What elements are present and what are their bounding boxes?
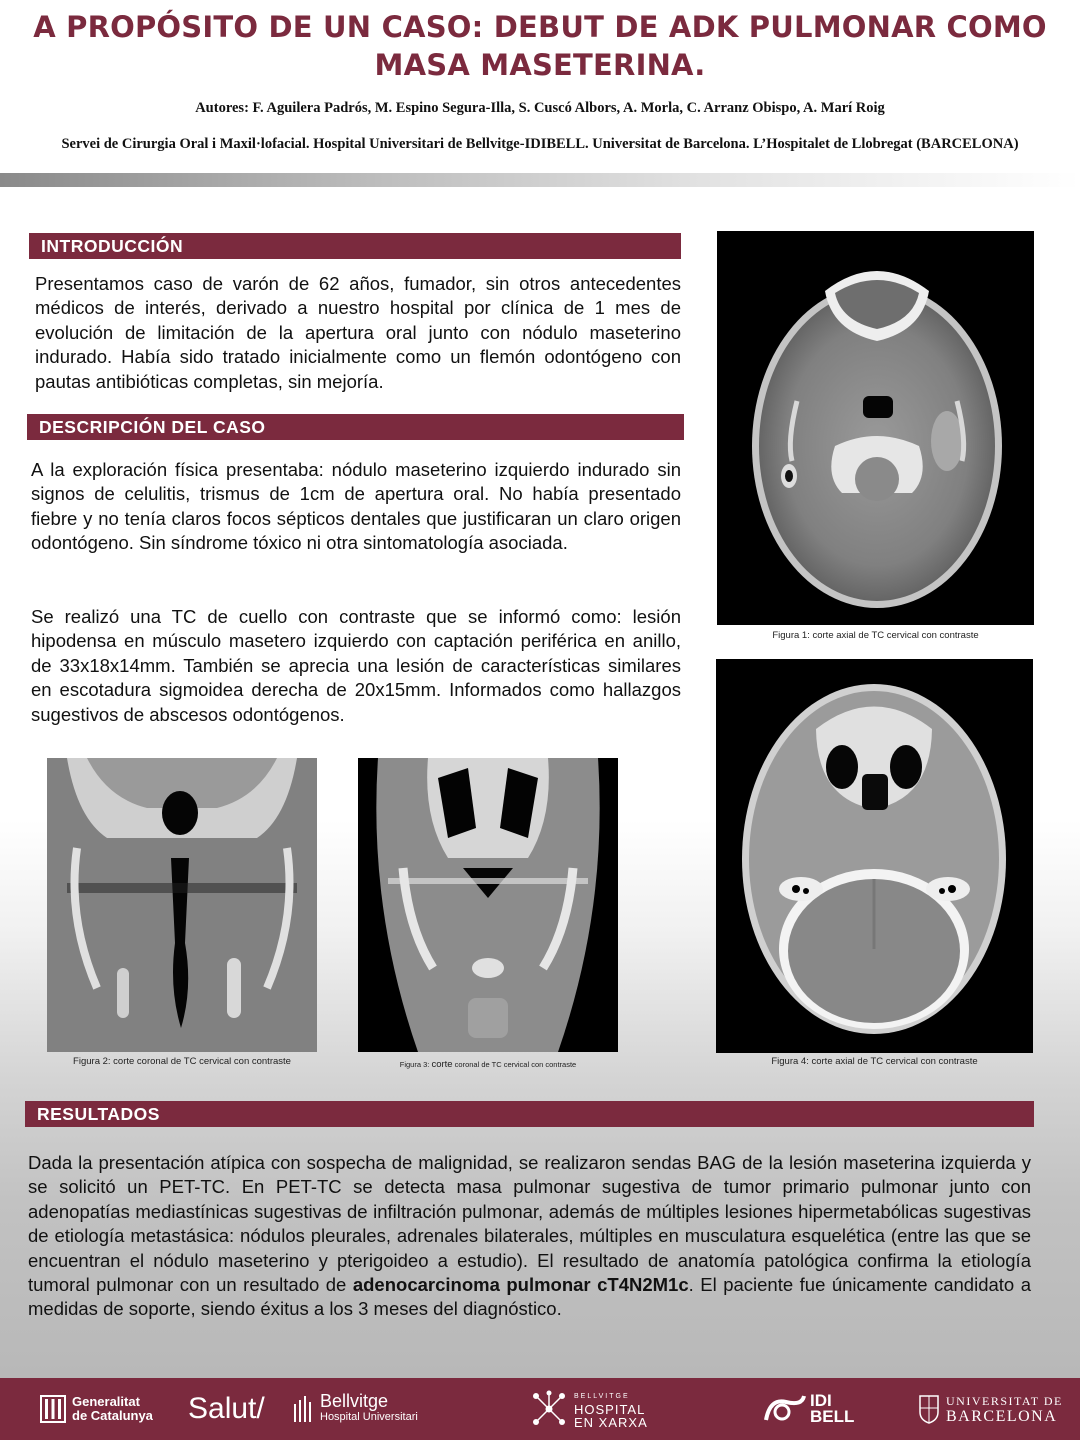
poster-title-line1: A PROPÓSITO DE UN CASO: DEBUT DE ADK PULMONAR COMO — [33, 10, 1047, 44]
figure-4-ct-axial-drawing — [716, 659, 1033, 1053]
bellvitge-line1: Bellvitge — [320, 1391, 389, 1411]
bellvitge-bars-icon — [292, 1396, 314, 1422]
logo-idibell — [762, 1378, 854, 1440]
figure-1-caption: Figura 1: corte axial de TC cervical con contraste — [772, 630, 979, 641]
logo-hospital-en-xarxa — [530, 1378, 648, 1440]
resultados-text-end: . El paciente fue únicamente candidato a medidas de soporte, siendo éxitus a los 3 meses del diagnóstico. — [28, 1274, 1031, 1320]
figure-1-ct-axial-image — [717, 231, 1034, 625]
idibell-line1: IDI — [810, 1391, 832, 1410]
xarxa-line2: HOSPITAL — [574, 1401, 646, 1417]
figure-3-caption-rest: coronal de TC cervical con contraste — [452, 1060, 577, 1069]
xarxa-line3: EN XARXA — [574, 1414, 648, 1430]
introduccion-text: Presentamos caso de varón de 62 años, fumador, sin otros antecedentes médicos de interés, derivado a nuestro hospital por clínica de 1 mes de evolución de limitación de la apertura oral junto con nódulo maseterino indurado. Había sido tratado inicialmente como un flemón odontógeno con pautas antibióticas completas, sin mejoría. — [35, 273, 681, 392]
figure-2-ct-coronal-drawing — [47, 758, 317, 1052]
figure-4-ct-axial-image — [716, 659, 1033, 1053]
section-header-resultados: RESULTADOS — [25, 1101, 1034, 1127]
figure-2-caption: Figura 2: corte coronal de TC cervical con contraste — [73, 1056, 291, 1067]
resultados-diagnosis: adenocarcinoma pulmonar cT4N2M1c — [352, 1274, 689, 1296]
header-gradient-bar — [0, 173, 1080, 187]
resultados-text — [28, 1151, 1031, 1322]
figure-3-caption-prefix: Figura 3: — [399, 1060, 432, 1069]
descripcion-paragraph-2: Se realizó una TC de cuello con contraste que se informó como: lesión hipodensa en músculo masetero izquierdo con captación periférica en anillo, de 33x18x14mm. También se aprecia una lesión de características similares en escotadura sigmoidea derecha de 20x15mm. Informados como hallazgos sugestivos de abscesos odontógenos. — [31, 606, 681, 725]
ub-line2: BARCELONA — [946, 1408, 1058, 1425]
network-nodes-icon — [530, 1390, 568, 1428]
descripcion-paragraph-1: A la exploración física presentaba: nódulo maseterino izquierdo indurado sin signos de celulitis, trismus de 1cm de apertura oral. No había presentado fiebre y no tenía claros focos sépticos dentales que justificaran un claro origen odontógeno. Sin síndrome tóxico ni otra sintomatología asociada. — [31, 459, 681, 554]
idibell-line2: BELL — [810, 1407, 855, 1426]
figure-3-ct-coronal-drawing — [358, 758, 618, 1052]
affiliation: Servei de Cirurgia Oral i Maxil·lofacial. Hospital Universitari de Bellvitge-IDIBELL. Universitat de Barcelona. L’Hospitalet de Llobregat (BARCELONA) — [61, 136, 1019, 152]
generalitat-emblem-icon — [40, 1395, 66, 1423]
idibell-swoosh-icon — [762, 1394, 808, 1424]
generalitat-line1: Generalitat — [72, 1394, 140, 1409]
xarxa-line1: BELLVITGE — [574, 1392, 630, 1400]
figure-3-caption — [358, 1059, 618, 1070]
figure-1-ct-axial-drawing — [717, 231, 1034, 625]
poster-title-line2: MASA MASETERINA. — [374, 48, 706, 82]
footer-logo-bar — [0, 1378, 1080, 1440]
resultados-text-start: Dada la presentación atípica con sospecha de malignidad, se realizaron sendas BAG de la lesión maseterina izquierda y se solicitó un PET-TC. En PET-TC se detecta masa pulmonar sugestiva de tumor primario pulmonar junto con adenopatías mediastínicas sugestivas de infiltración pulmonar, además de múltiples lesiones hipermetabólicas sugestivas de etiología metastásica: nódulos pleurales, adrenales bilaterales, múltiples en musculatura esquelética (entre las que se encuentran el nódulo maseterino y pterigoideo a estudio). El resultado de anatomía patológica confirma la etiología tumoral pulmonar con un resultado de — [28, 1152, 1031, 1296]
logo-salut: Salut/ — [188, 1392, 265, 1425]
logo-generalitat — [40, 1378, 153, 1440]
logo-universitat-barcelona — [918, 1378, 1063, 1440]
poster-title — [0, 8, 1080, 84]
ub-line1: UNIVERSITAT DE — [946, 1394, 1063, 1408]
section-header-introduccion: INTRODUCCIÓN — [29, 233, 681, 259]
bellvitge-line2: Hospital Universitari — [320, 1411, 418, 1423]
figure-3-ct-coronal-image — [358, 758, 618, 1052]
generalitat-line2: de Catalunya — [72, 1408, 153, 1423]
authors: Autores: F. Aguilera Padrós, M. Espino Segura-Illa, S. Cuscó Albors, A. Morla, C. Arranz Obispo, A. Marí Roig — [195, 100, 885, 116]
ub-shield-icon — [918, 1394, 940, 1424]
section-header-descripcion: DESCRIPCIÓN DEL CASO — [27, 414, 684, 440]
figure-4-caption: Figura 4: corte axial de TC cervical con contraste — [771, 1056, 978, 1067]
figure-2-ct-coronal-image — [47, 758, 317, 1052]
logo-bellvitge-hospital — [292, 1378, 418, 1440]
figure-3-caption-word: corte — [431, 1059, 453, 1070]
